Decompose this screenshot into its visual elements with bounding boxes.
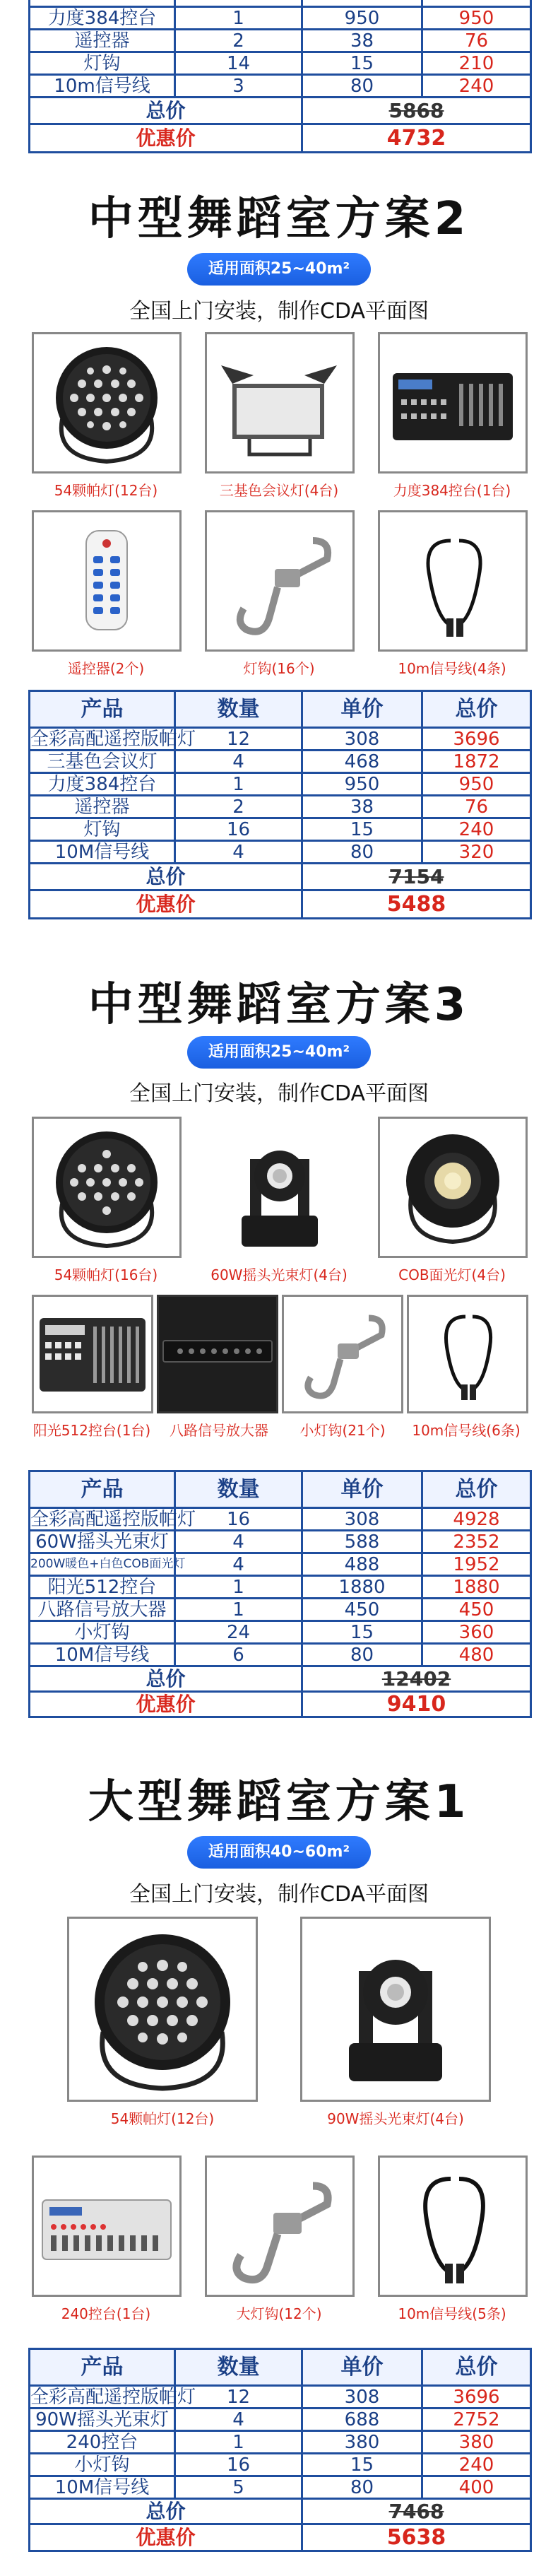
moving-head-icon (302, 1919, 489, 2100)
product-caption: 90W摇头光束灯(4台) (327, 2110, 464, 2127)
product-caption: 力度384控台(1台) (393, 482, 511, 499)
table-header-cell: 总价 (422, 2349, 531, 2386)
table-cell: 210 (422, 52, 531, 75)
area-badge: 适用面积40~60m² (187, 1836, 371, 1869)
table-cell: 10M信号线 (30, 841, 175, 864)
table-row (30, 818, 531, 841)
product-caption: 54颗帕灯(12台) (110, 2110, 215, 2127)
product-card (378, 332, 528, 474)
table-cell: 10m信号线 (30, 75, 175, 98)
table-row (30, 75, 531, 98)
table-cell: 1880 (422, 1576, 531, 1599)
table-cell: 480 (422, 1644, 531, 1666)
discount-row (30, 124, 531, 153)
table-cell: 308 (302, 1508, 422, 1531)
table-cell: 4 (175, 1531, 302, 1553)
product-caption: 阳光512控台(1台) (32, 1422, 151, 1439)
section-title: 中型舞蹈室方案2 (88, 193, 470, 245)
table-cell: 12 (175, 2386, 302, 2409)
hook-icon (207, 512, 352, 649)
product-card (67, 1917, 258, 2102)
table-cell: 60W摇头光束灯 (30, 1531, 175, 1553)
table-cell: 5488 (302, 890, 531, 919)
product-card (205, 510, 355, 652)
table-cell: 200W暖色+白色COB面光灯 (30, 1553, 175, 1576)
table-cell (175, 0, 302, 7)
table-cell: 5868 (302, 98, 531, 124)
table-row (30, 1644, 531, 1666)
table-row (30, 2386, 531, 2409)
discount-row (30, 2524, 531, 2551)
panel-light-icon (207, 334, 352, 471)
table-cell: 5 (175, 2476, 302, 2499)
table-cell: 12 (175, 728, 302, 751)
table-cell: 全彩高配遥控版帕灯 (30, 728, 196, 750)
table-cell: 优惠价 (30, 1692, 302, 1717)
table-cell: 80 (302, 1644, 422, 1666)
product-caption: 10m信号线(6条) (412, 1422, 521, 1439)
price-table (0, 2348, 558, 2552)
table-row (30, 796, 531, 818)
table-cell: 1880 (302, 1576, 422, 1599)
table-header-cell: 总价 (422, 1471, 531, 1508)
area-badge: 适用面积25~40m² (187, 253, 371, 286)
table-cell: 2 (175, 30, 302, 52)
product-card (378, 510, 528, 652)
table-cell: 240控台 (30, 2431, 175, 2454)
product-caption: 54颗帕灯(16台) (54, 1266, 158, 1283)
table-cell: 1872 (422, 751, 531, 773)
table-cell-product (30, 0, 175, 7)
product-card (32, 510, 182, 652)
remote-icon (34, 512, 179, 649)
top-price-table (0, 0, 558, 153)
table-cell: 7154 (302, 864, 531, 890)
table-cell: 15 (302, 52, 422, 75)
table-cell: 450 (422, 1599, 531, 1621)
product-card (157, 1295, 278, 1413)
table-header-row (30, 1471, 531, 1508)
table-cell (302, 0, 422, 7)
table-cell (422, 0, 531, 7)
table-header-row (30, 691, 531, 728)
table-cell: 总价 (30, 98, 302, 124)
product-card (282, 1295, 403, 1413)
table-row (30, 2476, 531, 2499)
table-header-cell: 单价 (302, 2349, 422, 2386)
table-header-cell: 产品 (30, 691, 175, 728)
table-cell: 10M信号线 (30, 1644, 175, 1666)
table-cell: 4 (175, 1553, 302, 1576)
product-caption: 54颗帕灯(12台) (54, 482, 158, 499)
table-cell: 38 (302, 796, 422, 818)
table-cell: 4732 (302, 124, 531, 153)
table-row (30, 7, 531, 30)
table-cell: 308 (302, 728, 422, 751)
table-row (30, 2431, 531, 2454)
table-cell: 灯钩 (30, 52, 175, 75)
cable-icon (409, 1297, 526, 1411)
product-card (205, 2156, 355, 2297)
table-cell: 4 (175, 751, 302, 773)
table-cell: 380 (302, 2431, 422, 2454)
table-header-cell: 数量 (175, 1471, 302, 1508)
table-header-cell: 数量 (175, 691, 302, 728)
product-card (300, 1917, 491, 2102)
table-cell: 全彩高配遥控版帕灯 (30, 2386, 196, 2408)
table-cell: 9410 (302, 1692, 531, 1717)
table-header-cell: 总价 (422, 691, 531, 728)
table-cell: 3696 (422, 728, 531, 751)
product-card (32, 2156, 182, 2297)
table-cell: 小灯钩 (30, 1621, 175, 1644)
table-row (30, 1621, 531, 1644)
table-cell: 240 (422, 2454, 531, 2476)
table-cell: 2 (175, 796, 302, 818)
par-light-icon (34, 334, 179, 471)
table-cell: 240 (422, 75, 531, 98)
console-icon (34, 2158, 179, 2295)
table-row (30, 1599, 531, 1621)
discount-row (30, 1692, 531, 1717)
product-caption: 小灯钩(21个) (299, 1422, 386, 1439)
table-cell: 10M信号线 (30, 2476, 175, 2499)
price-table (0, 1470, 558, 1718)
table-cell: 6 (175, 1644, 302, 1666)
table-cell: 优惠价 (30, 2524, 302, 2551)
table-cell: 38 (302, 30, 422, 52)
product-card (205, 332, 355, 474)
cable-icon (380, 2158, 526, 2295)
table-cell: 1 (175, 2431, 302, 2454)
hook-icon (284, 1297, 401, 1411)
table-cell: 遥控器 (30, 30, 175, 52)
table-cell: 450 (302, 1599, 422, 1621)
table-row (30, 1508, 531, 1531)
table-cell: 15 (302, 1621, 422, 1644)
table-cell: 4 (175, 841, 302, 864)
discount-row (30, 890, 531, 919)
table-cell: 3 (175, 75, 302, 98)
service-subtitle: 全国上门安装，制作CDA平面图 (129, 1081, 429, 1106)
table-cell: 阳光512控台 (30, 1576, 175, 1599)
table-cell: 468 (302, 751, 422, 773)
table-header-row (30, 2349, 531, 2386)
product-caption: 三基色会议灯(4台) (219, 482, 339, 499)
table-header-cell: 数量 (175, 2349, 302, 2386)
table-cell: 80 (302, 2476, 422, 2499)
product-card (32, 332, 182, 474)
table-cell: 488 (302, 1553, 422, 1576)
total-row (30, 1666, 531, 1692)
table-cell: 76 (422, 30, 531, 52)
table-header-cell: 产品 (30, 1471, 175, 1508)
par-light-icon (69, 1919, 256, 2100)
table-header-cell: 单价 (302, 1471, 422, 1508)
product-caption: 遥控器(2个) (67, 660, 145, 677)
section-title: 中型舞蹈室方案3 (88, 979, 470, 1031)
table-row (30, 1553, 531, 1576)
table-cell: 1 (175, 1576, 302, 1599)
table-cell: 308 (302, 2386, 422, 2409)
table-cell: 八路信号放大器 (30, 1599, 175, 1621)
product-card (407, 1295, 528, 1413)
cob-light-icon (380, 1119, 526, 1256)
table-cell: 3696 (422, 2386, 531, 2409)
total-row (30, 2499, 531, 2524)
table-row (30, 2454, 531, 2476)
table-cell: 1 (175, 7, 302, 30)
table-cell: 力度384控台 (30, 773, 175, 796)
table-cell: 1 (175, 773, 302, 796)
amplifier-icon (159, 1297, 276, 1411)
total-row (30, 98, 531, 124)
console-icon (34, 1297, 151, 1411)
table-row (30, 751, 531, 773)
table-cell: 1952 (422, 1553, 531, 1576)
table-cell: 7468 (302, 2499, 531, 2524)
table-cell: 15 (302, 818, 422, 841)
table-cell: 4928 (422, 1508, 531, 1531)
table-row (30, 30, 531, 52)
table-cell: 15 (302, 2454, 422, 2476)
table-cell: 16 (175, 1508, 302, 1531)
table-row (30, 841, 531, 864)
table-cell: 小灯钩 (30, 2454, 175, 2476)
product-card (378, 1117, 528, 1258)
table-cell: 380 (422, 2431, 531, 2454)
table-cell: 力度384控台 (30, 7, 175, 30)
product-card (32, 1295, 153, 1413)
console-icon (380, 334, 526, 471)
product-caption: 60W摇头光束灯(4台) (210, 1266, 348, 1283)
table-cell: 4 (175, 2409, 302, 2431)
product-caption: 10m信号线(5条) (398, 2305, 506, 2322)
table-cell: 950 (302, 773, 422, 796)
table-row (30, 1531, 531, 1553)
product-caption: 八路信号放大器 (170, 1422, 268, 1439)
table-cell: 240 (422, 818, 531, 841)
table-header-cell: 产品 (30, 2349, 175, 2386)
par-light-icon (34, 1119, 179, 1256)
total-row (30, 864, 531, 890)
service-subtitle: 全国上门安装，制作CDA平面图 (129, 299, 429, 324)
product-card (205, 1117, 355, 1258)
cable-icon (380, 512, 526, 649)
price-table (0, 690, 558, 919)
table-cell: 优惠价 (30, 124, 302, 153)
table-cell: 总价 (30, 2499, 302, 2524)
table-header-cell: 单价 (302, 691, 422, 728)
section-title: 大型舞蹈室方案1 (88, 1776, 470, 1828)
product-card (378, 2156, 528, 2297)
table-cell: 2352 (422, 1531, 531, 1553)
table-cell: 16 (175, 818, 302, 841)
product-card (32, 1117, 182, 1258)
service-subtitle: 全国上门安装，制作CDA平面图 (129, 1882, 429, 1907)
table-row (30, 2409, 531, 2431)
table-cell: 80 (302, 841, 422, 864)
table-cell: 总价 (30, 1666, 302, 1692)
product-caption: 大灯钩(12个) (236, 2305, 322, 2322)
table-cell: 12402 (302, 1666, 531, 1692)
table-cell: 688 (302, 2409, 422, 2431)
table-cell: 优惠价 (30, 890, 302, 919)
table-cell: 全彩高配遥控版帕灯 (30, 1508, 196, 1530)
table-cell: 总价 (30, 864, 302, 890)
hook-icon (207, 2158, 352, 2295)
moving-head-icon (205, 1117, 355, 1258)
table-cell: 24 (175, 1621, 302, 1644)
table-cell: 2752 (422, 2409, 531, 2431)
table-row (30, 728, 531, 751)
table-cell: 588 (302, 1531, 422, 1553)
table-cell: 320 (422, 841, 531, 864)
table-cell: 灯钩 (30, 818, 175, 841)
product-caption: 灯钩(16个) (243, 660, 315, 677)
table-cell: 三基色会议灯 (30, 751, 175, 773)
product-caption: COB面光灯(4台) (398, 1266, 506, 1283)
table-cell: 遥控器 (30, 796, 175, 818)
table-cell: 950 (302, 7, 422, 30)
area-badge: 适用面积25~40m² (187, 1036, 371, 1069)
product-caption: 240控台(1台) (61, 2305, 151, 2322)
table-row (30, 52, 531, 75)
table-cell: 360 (422, 1621, 531, 1644)
table-row (30, 773, 531, 796)
table-cell: 400 (422, 2476, 531, 2499)
table-cell: 16 (175, 2454, 302, 2476)
table-cell: 950 (422, 773, 531, 796)
table-cell: 76 (422, 796, 531, 818)
table-cell: 1 (175, 1599, 302, 1621)
table-cell: 950 (422, 7, 531, 30)
table-cell: 5638 (302, 2524, 531, 2551)
product-caption: 10m信号线(4条) (398, 660, 506, 677)
table-row (30, 1576, 531, 1599)
table-cell: 90W摇头光束灯 (30, 2409, 175, 2431)
table-cell: 80 (302, 75, 422, 98)
table-cell: 14 (175, 52, 302, 75)
